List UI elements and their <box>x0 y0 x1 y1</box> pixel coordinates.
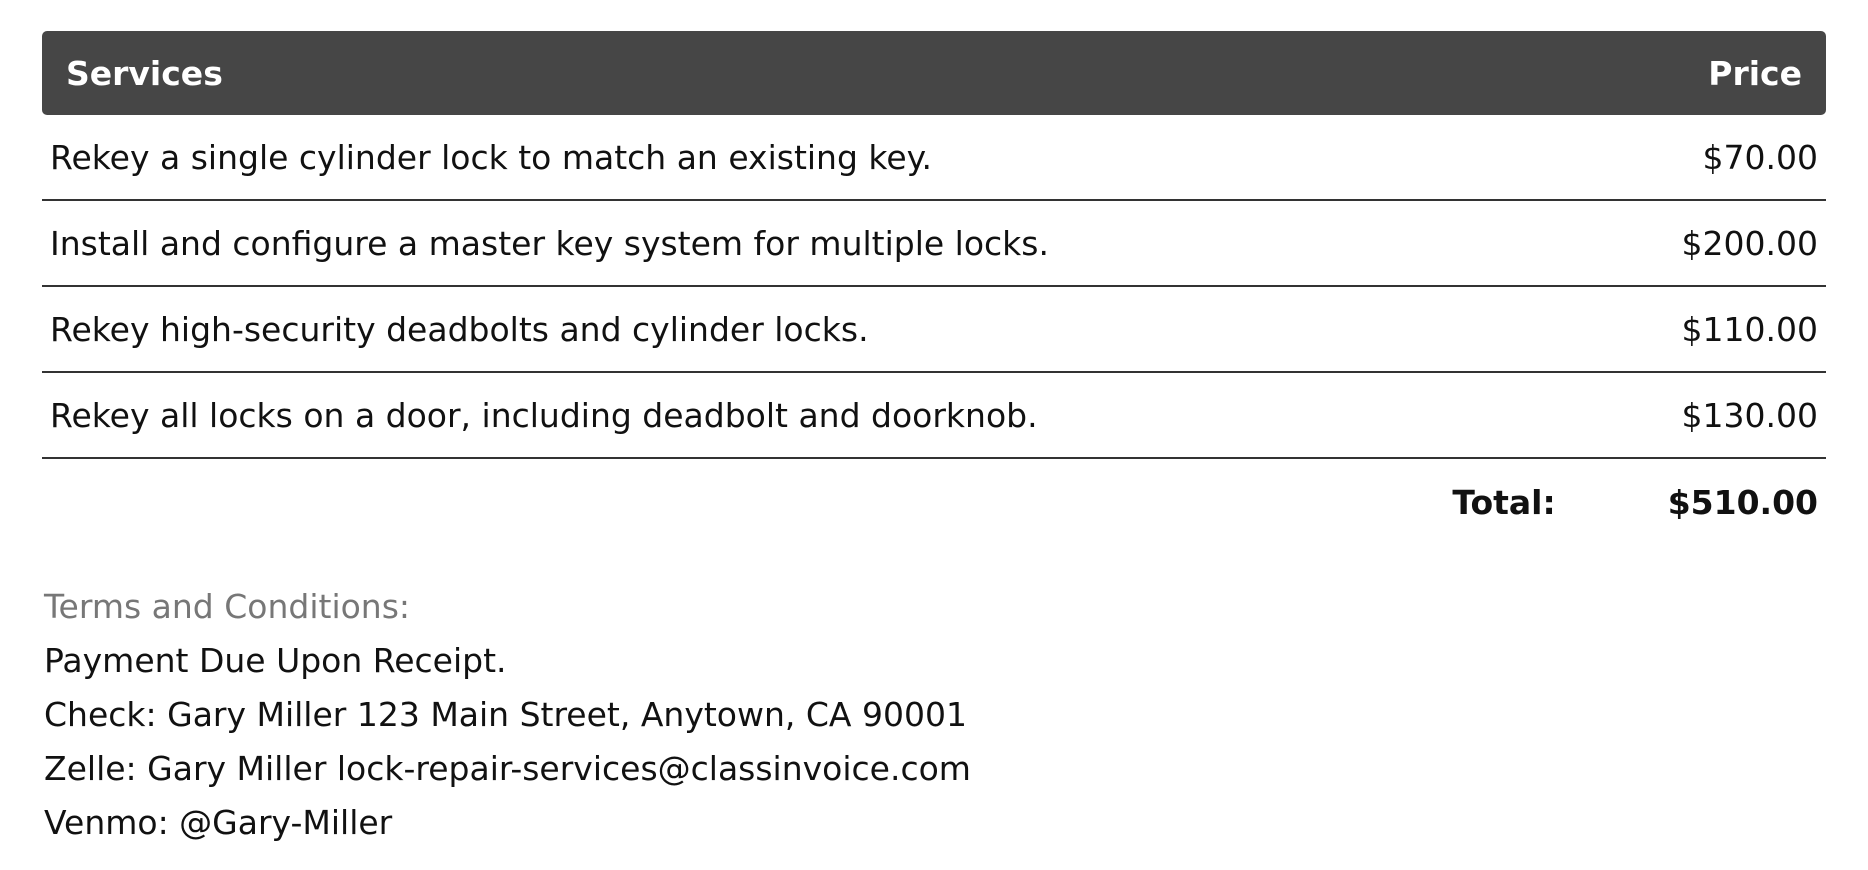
terms-payment-due: Payment Due Upon Receipt. <box>44 641 507 680</box>
service-description: Install and configure a master key system for multiple locks. <box>50 223 1049 263</box>
header-price: Price <box>1708 53 1802 93</box>
table-body <box>42 115 1826 459</box>
service-price: $70.00 <box>1702 137 1818 177</box>
terms-section <box>44 580 971 850</box>
total-row <box>42 459 1826 545</box>
services-table <box>42 31 1826 545</box>
table-header <box>42 31 1826 115</box>
service-price: $130.00 <box>1681 395 1818 435</box>
service-description: Rekey high-security deadbolts and cylinder locks. <box>50 309 869 349</box>
terms-venmo: Venmo: @Gary-Miller <box>44 803 393 842</box>
service-price: $110.00 <box>1681 309 1818 349</box>
table-row <box>42 201 1826 287</box>
service-description: Rekey all locks on a door, including deadbolt and doorknob. <box>50 395 1038 435</box>
terms-zelle: Zelle: Gary Miller lock-repair-services@classinvoice.com <box>44 749 971 788</box>
table-row <box>42 287 1826 373</box>
header-services: Services <box>66 53 223 93</box>
total-value: $510.00 <box>1667 482 1818 522</box>
service-price: $200.00 <box>1681 223 1818 263</box>
service-description: Rekey a single cylinder lock to match an existing key. <box>50 137 932 177</box>
table-row <box>42 115 1826 201</box>
total-label: Total: <box>1452 482 1556 522</box>
table-row <box>42 373 1826 459</box>
terms-check: Check: Gary Miller 123 Main Street, Anytown, CA 90001 <box>44 695 967 734</box>
terms-title: Terms and Conditions: <box>44 587 411 626</box>
